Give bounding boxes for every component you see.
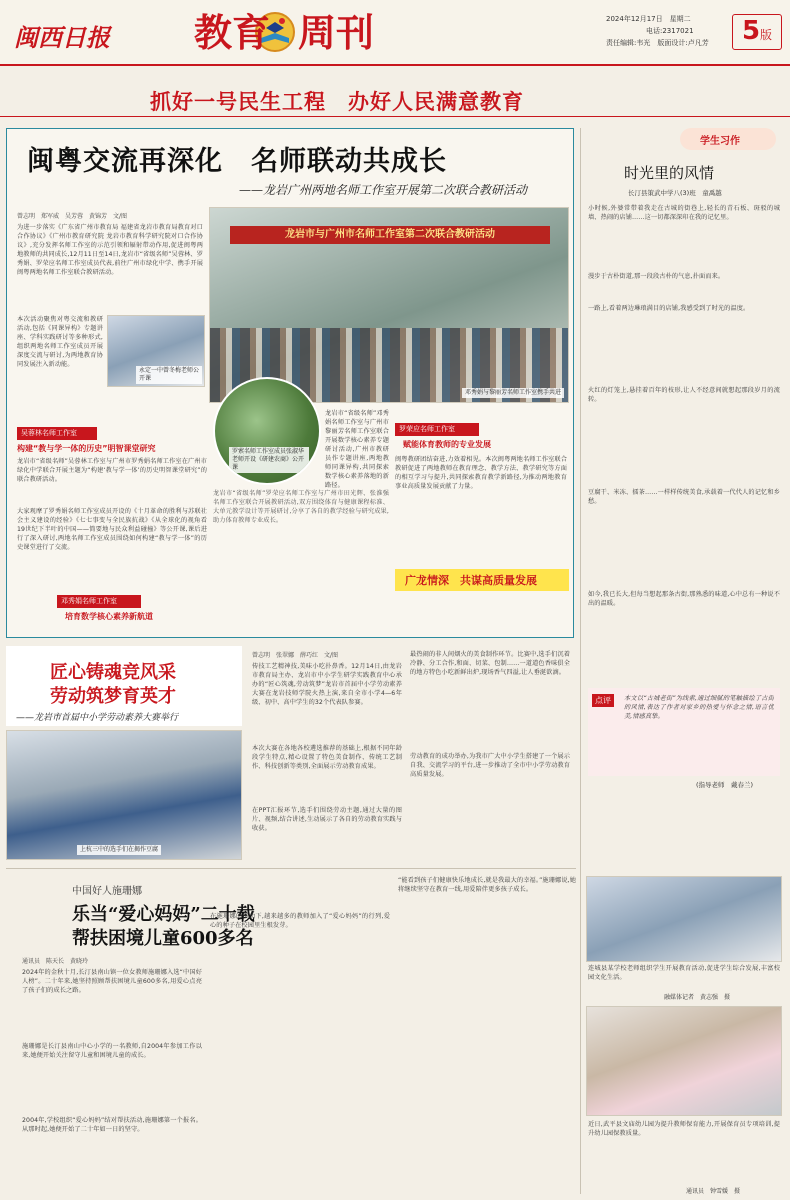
labor-paragraph-3: 在PPT汇报环节,选手们围绕劳动主题,通过大量的图片、视频,结合讲述,生动展示了各自的劳动教育实践与收获。 bbox=[252, 807, 402, 832]
lead-main-photo bbox=[209, 207, 569, 403]
labor-paragraph-4: 最热闹的非人间烟火的美食制作环节。比赛中,选手们沉着冷静、分工合作,和面、切菜、包制……一道道色香味俱全的地方特色小吃新鲜出炉,现场香气四溢,让人垂涎欲滴。 bbox=[410, 651, 570, 676]
essay-title: 时光里的风情 bbox=[624, 164, 715, 182]
circle-photo bbox=[213, 377, 321, 485]
essay-paragraph-6: 如今,我已长大,但每当想起那条古街,那熟悉的味道,心中总有一种说不出的温暖。 bbox=[588, 591, 780, 607]
lead-title: 闽粤交流再深化 名师联动共成长 bbox=[27, 146, 447, 177]
lead-paragraph-3: 龙岩市“省级名师”吴蓉林工作室与广州市罗秀娟名师工作室在广州市绿化中学联合开展主题为“构建‘教与学一体’的历史明智课堂研究”的联合教研活动。 bbox=[17, 458, 207, 483]
story-title-2: 帮扶困境儿童600多名 bbox=[72, 928, 254, 949]
labor-article bbox=[6, 646, 574, 864]
right-photo-1 bbox=[586, 876, 782, 962]
labor-paragraph-2: 本次大赛在各地各校遴选推荐的基础上,根据不同年龄段学生特点,精心设置了特色美食制作、传统工艺制作、科技创新等类别,全面展示劳动教育成果。 bbox=[252, 745, 402, 770]
circle-photo-caption: 罗萦名师工作室成员张淑华老师开设《研建农商》公开课 bbox=[229, 447, 309, 473]
lead-slogan-text: 广龙情深 共谋高质量发展 bbox=[405, 574, 537, 587]
sub1-heading: 构建“教与学一体的历史”明智课堂研究 bbox=[17, 444, 156, 453]
paper-name-logo: 闽西日报 bbox=[14, 23, 110, 52]
story-title-1: 乐当“爱心妈妈”二十载 bbox=[72, 904, 255, 925]
masthead bbox=[0, 0, 790, 66]
editor-line: 责任编辑:韦光 版面设计:卢凡芳 bbox=[606, 39, 709, 47]
slogan-banner bbox=[0, 80, 790, 120]
sub1-tag bbox=[17, 427, 97, 440]
slogan-rule bbox=[0, 116, 790, 117]
sub3-heading: 赋能体育教师的专业发展 bbox=[403, 440, 491, 449]
page-number bbox=[732, 14, 782, 50]
page-number-digit: 5 bbox=[741, 16, 761, 46]
essay-paragraph-5: 豆腐干、米冻、擂茶……一样样传统美食,承载着一代代人的记忆和乡愁。 bbox=[588, 489, 780, 505]
essay-column-text: 学生习作 bbox=[700, 136, 740, 147]
essay-article bbox=[584, 128, 784, 870]
story-paragraph-1: 2024年的金秋十月,长汀县南山镇一位女教师施珊娜入选“中国好人榜”。二十年来,她坚持照顾帮扶困境儿童600多名,用爱心点亮了孩子们的成长之路。 bbox=[22, 969, 202, 994]
labor-subtitle: ——龙岩市首届中小学劳动素养大赛举行 bbox=[16, 713, 179, 723]
date-line: 2024年12月17日 星期二 bbox=[606, 15, 691, 23]
lead-paragraph-1: 为进一步落实《广东省广州市教育局 福建省龙岩市教育局教育对口合作协议》《广州市教育研究院 龙岩市教育科学研究院对口合作协议》,充分发挥名师工作室的示范引领和辐射带动作用,促进闽粤两地教师的共同成长,12月11日至14日,龙岩市“省级名师”吴蓉林、罗秀娟、罗荣应名师工作室成员代表,前往广州市绿化中学、携手开展闽粤两地名师工作室联合教研活动。 bbox=[17, 224, 203, 276]
page-number-unit: 版 bbox=[760, 28, 773, 42]
classroom-photo-left bbox=[107, 315, 205, 387]
section-title-b: 周刊 bbox=[298, 10, 375, 55]
story-paragraph-3: 2004年,学校组织“爱心妈妈”结对帮扶活动,施珊娜第一个报名。从那时起,她便开始了二十年如一日的坚守。 bbox=[22, 1117, 202, 1133]
essay-paragraph-4: 火红的灯笼上,悬挂着百年的枝形,让人不经意间就想起那段岁月的流转。 bbox=[588, 387, 780, 403]
essay-teacher: (指导老师 戴春兰) bbox=[696, 781, 754, 789]
essay-comment: 本文以“古城老街”为线索,通过细腻的笔触描绘了古街的风情,表达了作者对家乡的热爱与怀念之情,语言优美,情感真挚。 bbox=[624, 695, 774, 720]
essay-comment-box bbox=[588, 688, 780, 776]
sub2-tag-text: 邓秀娟名师工作室 bbox=[61, 597, 117, 605]
section-title-a: 教育 bbox=[194, 10, 271, 55]
story-paragraph-5: “能看到孩子们健康快乐地成长,就是我最大的幸福。”施珊娜说,她将继续坚守在教育一线,用爱陪伴更多孩子成长。 bbox=[398, 877, 576, 893]
essay-comment-label: 点评 bbox=[592, 694, 614, 707]
story-paragraph-4: 在施珊娜的带动下,越来越多的教师加入了“爱心妈妈”的行列,爱心的种子在校园里生根发芽。 bbox=[210, 913, 390, 929]
lead-paragraph-6-preview: 龙岩市“省级名师”罗荣应名师工作室与广州市田光辉、张淮强名师工作室联合开展教研活动,双方围绕体育与健康课程标准、大单元教学设计等开展研讨,分享了各自的教学经验与研究成果,助力体育教师专业成长。 bbox=[213, 490, 389, 524]
lead-article bbox=[6, 128, 574, 638]
phone-line: 电话:2317021 bbox=[646, 27, 694, 35]
photo-banner: 龙岩市与广州市名师工作室第二次联合教研活动 bbox=[230, 226, 550, 244]
labor-photo bbox=[6, 730, 242, 860]
lead-byline: 曾志明 郑军威 吴芳蓉 黄锦芳 文/图 bbox=[17, 213, 128, 220]
labor-photo-caption: 上杭三中的选手们在揭作豆腐 bbox=[77, 845, 161, 855]
lead-slogan bbox=[395, 569, 569, 591]
slogan-text: 抓好一号民生工程 办好人民满意教育 bbox=[150, 89, 524, 114]
sub1-tag-text: 吴蓉林名师工作室 bbox=[21, 429, 77, 437]
lead-subtitle: ——龙岩广州两地名师工作室开展第二次联合教研活动 bbox=[239, 183, 528, 197]
lead-paragraph-7: 闽粤教研团结奋进,力效着相见。本次闽粤两地名师工作室联合教研促进了两地教师在教育理念、教学方法、教学研究等方面的相互学习与提升,共同探索教育教学新路径,为推动两地教育事业高质量发展贡献了力量。 bbox=[395, 456, 567, 490]
sub3-tag bbox=[395, 423, 479, 436]
essay-column-tag bbox=[680, 128, 776, 150]
sub2-tag bbox=[57, 595, 141, 608]
classroom-photo-caption: 永定一中曾冬梅老师公开课 bbox=[136, 366, 202, 384]
lead-paragraph-5: 龙岩市“省级名师”邓秀娟名师工作室与广州市黎丽芳名师工作室联合开展数学核心素养专题研讨活动,广州市教研员作专题讲座,两地教师同课异构,共同探索数学核心素养落地的新路径。 bbox=[325, 410, 389, 489]
right-photo-1-caption: 连城县某学校老师组织学生开展教育活动,促进学生综合发展,丰富校园文化生活。 bbox=[588, 965, 780, 981]
lead-paragraph-5-cont bbox=[213, 489, 389, 599]
lead-paragraph-2: 本次活动聚焦对粤交流和教研活动,包括《同课异构》专题讲座、学科实践研讨等多种形式,组织两地名师工作室成员开展深度交流与研讨,为两地教育协同发展注入新动能。 bbox=[17, 316, 103, 368]
story-paragraph-2: 施珊娜是长汀县南山中心小学的一名教师,自2004年参加工作以来,她便开始关注留守儿童和困境儿童的成长。 bbox=[22, 1043, 202, 1059]
right-photo-2-credit: 通讯员 钟雪媛 摄 bbox=[686, 1188, 741, 1195]
sub2-heading: 培育数学核心素养新航道 bbox=[65, 612, 153, 621]
essay-paragraph-1: 小时候,外婆常带着我走在古城的街巷上,轻长的青石板、斑驳的城墙、热闹的店铺……这一切都深深印在我的记忆里。 bbox=[588, 205, 780, 221]
essay-paragraph-3: 一路上,看着两边琳琅满目的店铺,我感受到了时光的温度。 bbox=[588, 305, 750, 312]
lead-main-photo-caption: 邓秀娟与黎丽芳名师工作室携手共进 bbox=[462, 388, 564, 398]
labor-header bbox=[6, 646, 242, 726]
lead-paragraph-4: 大家观摩了罗秀娟名师工作室成员开设的《十月革命的胜利与苏联社会主义建设的经验》《七七事变与全民族抗战》《从全球化的视角看19世纪下半叶的中国——简要地与民众利益碰撞》等公开课,课后进行了深入研讨,两地名师工作室成员围绕如何构建“教与学一体”的历史课堂进行了交流。 bbox=[17, 508, 207, 551]
essay-paragraph-2: 漫步于古朴街道,那一段段古朴的气息,扑面而来。 bbox=[588, 273, 725, 280]
column-divider bbox=[580, 128, 581, 1194]
labor-paragraph-1: 传技工艺精神技,美味小吃扑鼻香。12月14日,由龙岩市教育局主办、龙岩市中小学生研学实践教育中心承办的“匠心筑魂,劳动筑梦”龙岩市首届中小学劳动素养大赛在龙岩技师学院火热上演,来自全市小学4—6年级、初中、高中学生的32个代表队参赛。 bbox=[252, 663, 402, 706]
labor-byline: 曾志明 张翠娜 薛巧红 文/图 bbox=[252, 652, 339, 659]
story-article bbox=[6, 872, 580, 1194]
sub3-tag-text: 罗荣应名师工作室 bbox=[399, 425, 455, 433]
right-photo-2 bbox=[586, 1006, 782, 1116]
right-photo-1-credit: 融媒体记者 黄志强 摄 bbox=[664, 994, 731, 1001]
labor-title-1: 匠心铸魂竞风采 bbox=[50, 662, 176, 683]
section-divider bbox=[6, 868, 576, 869]
essay-author: 长汀县策武中学八(3)班 童禹越 bbox=[628, 189, 722, 197]
labor-paragraph-5: 劳动教育的成功举办,为我市广大中小学生搭建了一个展示自我、交流学习的平台,进一步推动了全市中小学劳动教育高质量发展。 bbox=[410, 753, 570, 778]
story-byline: 通讯员 陈天长 黄晓玲 bbox=[22, 958, 89, 965]
story-column: 中国好人施珊娜 bbox=[72, 886, 142, 897]
labor-title-2: 劳动筑梦育英才 bbox=[50, 686, 176, 707]
right-photo-2-caption: 近日,武平县文庙幼儿园为提升教师保育能力,开展保育员专项培训,提升幼儿园保教质量。 bbox=[588, 1121, 780, 1137]
